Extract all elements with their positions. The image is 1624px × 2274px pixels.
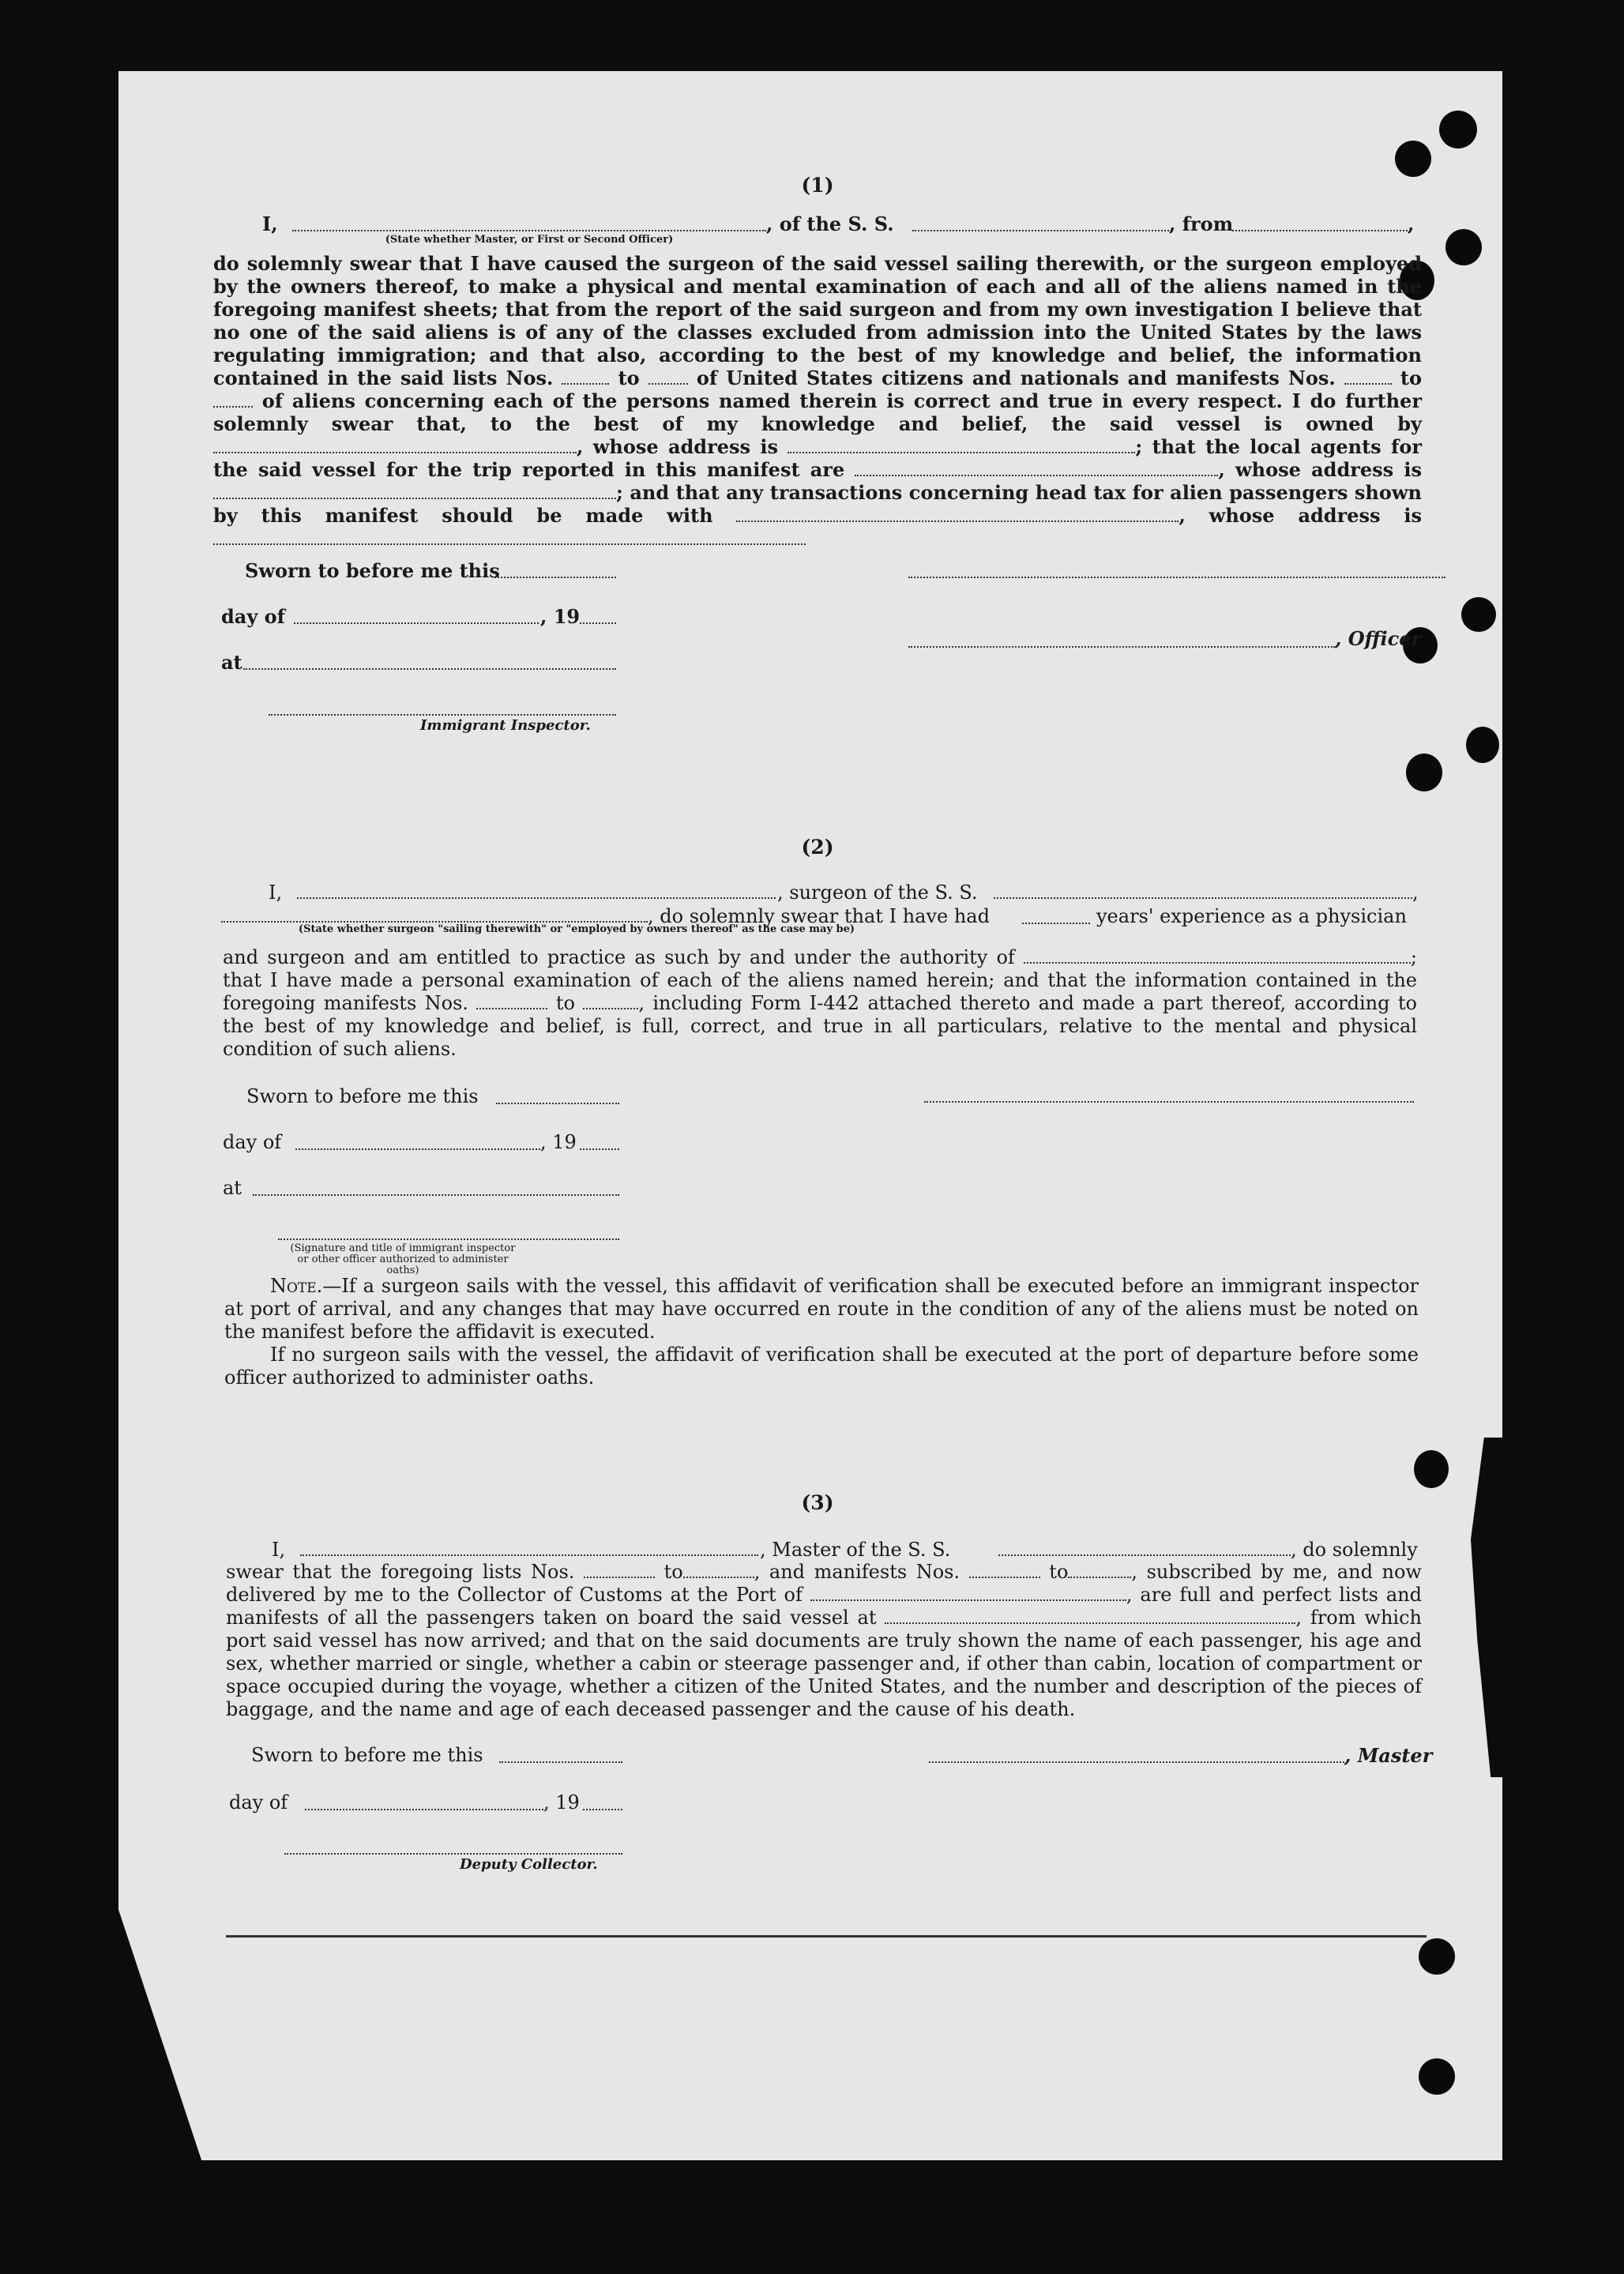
lists-to-field[interactable] [648, 369, 688, 385]
owner-field[interactable] [213, 438, 577, 453]
at-field-1[interactable] [243, 654, 616, 670]
surgeon-type-subcaption: (State whether surgeon "sailing therewith" or "employed by owners thereof" as the case may be) [298, 923, 855, 935]
master-ship-field[interactable] [998, 1540, 1291, 1556]
section-1-body: do solemnly swear that I have caused the surgeon of the said vessel sailing therewith, or the surgeon employed by the owners thereof, to make a physical and mental examination of each and all of the aliens named in the foregoing manifest sheets; that from the report of the said surgeon and from my own investigation I believe that no one of the said aliens is of any of the classes excluded from admission into the United States by the laws regulating immigration; and that also, according to the best of my knowledge and belief, the information contained in the said lists Nos. to of United States citizens and nationals and manifests Nos. to of aliens concerning each of the persons named therein is correct and true in every respect. I do further solemnly swear that, to the best of my knowledge and belief, the said vessel is owned by , whose address is ; that the local agents for the said vessel for the trip reported in this manifest are , whose address is ; and that any transactions concerning head tax for alien passengers shown by this manifest should be made with , whose address is [213, 252, 1422, 550]
punch-hole [1419, 1938, 1455, 1975]
surgeon-type-field[interactable] [221, 907, 648, 923]
head-tax-field[interactable] [736, 506, 1179, 522]
surgeon-manifests-from-field[interactable] [476, 994, 547, 1009]
sworn-label-3: Sworn to before me this [251, 1744, 483, 1766]
surgeon-name-field[interactable] [297, 883, 776, 899]
sworn-date-field-2[interactable] [496, 1088, 619, 1104]
at-label-1: at [221, 651, 242, 674]
surgeon-signature-field[interactable] [924, 1087, 1414, 1103]
sworn-label-1: Sworn to before me this [245, 559, 500, 582]
punch-hole [1419, 2058, 1455, 2095]
punch-hole [1439, 111, 1477, 148]
from-port-field[interactable] [1232, 216, 1408, 231]
pronoun-i: I, [269, 881, 283, 904]
master-manifests-from-field[interactable] [969, 1562, 1040, 1578]
of-ss-label: , of the S. S. [766, 212, 894, 235]
punch-hole [1406, 754, 1442, 791]
year-label-3: , 19 [543, 1791, 580, 1814]
manifests-from-field[interactable] [1344, 369, 1392, 385]
day-of-label-2: day of [223, 1131, 282, 1153]
master-signature-field[interactable] [929, 1747, 1344, 1763]
sig-subcaption: (Signature and title of immigrant inspector or other officer authorized to administer oaths) [290, 1242, 516, 1276]
day-of-label-1: day of [221, 605, 285, 628]
embark-port-field[interactable] [885, 1608, 1295, 1624]
officer-label: , Officer [1335, 627, 1422, 650]
year-field-2[interactable] [580, 1134, 619, 1150]
lists-from-field[interactable] [562, 369, 609, 385]
years-field[interactable] [1022, 908, 1090, 924]
master-manifests-to-field[interactable] [1068, 1562, 1131, 1578]
punch-hole [1461, 597, 1496, 632]
pronoun-i: I, [272, 1539, 286, 1561]
day-of-field-1[interactable] [294, 608, 539, 624]
agents-address-field[interactable] [213, 483, 616, 499]
officer-rank-field[interactable] [292, 216, 766, 231]
local-agents-field[interactable] [855, 460, 1218, 476]
punch-hole [1395, 141, 1431, 177]
section-3-body: swear that the foregoing lists Nos. to , and manifests Nos. to , subscribed by me, and now delivered by me to the Collector of Customs at the Port of , are full and perfect lists and manifests of all the passengers taken on board the said vessel at , from which port said vessel has now arrived; and that on the said documents are truly shown the name of each passenger, his age and sex, whether married or single, whether a cabin or steerage passenger and, if other than cabin, location of compartment or space occupied during the voyage, whether a citizen of the United States, and the number and description of the pieces of baggage, and the name and age of each deceased passenger and the cause of his death. [226, 1561, 1422, 1720]
owner-address-field[interactable] [788, 438, 1135, 453]
section-2-note: Note.—If a surgeon sails with the vessel, this affidavit of verification shall be executed before an immigrant inspector at port of arrival, and any changes that may have occurred en route in the condition of any of the aliens must be noted on the manifest before the affidavit is executed. If no surgeon sails with the vessel, the affidavit of verification shall be executed at the port of departure before some officer authorized to administer oaths. [224, 1275, 1419, 1389]
master-name-field[interactable] [300, 1540, 758, 1556]
officer-title-field[interactable] [908, 632, 1335, 648]
port-field[interactable] [810, 1585, 1126, 1601]
master-lists-from-field[interactable] [584, 1562, 655, 1578]
years-label: years' experience as a physician [1096, 905, 1407, 927]
head-tax-address-field[interactable] [213, 529, 806, 545]
day-of-field-2[interactable] [295, 1134, 540, 1150]
day-of-field-3[interactable] [305, 1795, 543, 1810]
collector-signature-field[interactable] [284, 1839, 622, 1855]
note-label: Note. [270, 1275, 323, 1297]
manifests-to-field[interactable] [213, 392, 253, 408]
at-label-2: at [223, 1177, 242, 1199]
inspector-caption: Immigrant Inspector. [420, 717, 591, 734]
punch-hole [1414, 1450, 1449, 1488]
ship-name-field[interactable] [912, 216, 1169, 231]
year-label-2: , 19 [540, 1131, 577, 1153]
pronoun-i: I, [262, 212, 278, 235]
sworn-label-2: Sworn to before me this [246, 1085, 479, 1107]
year-field-1[interactable] [580, 608, 616, 624]
punch-hole [1466, 727, 1499, 763]
section-number: (1) [801, 174, 834, 197]
officer-signature-field[interactable] [908, 562, 1445, 578]
swear-label: , do solemnly swear that I have had [648, 905, 990, 927]
collector-caption: Deputy Collector. [460, 1856, 598, 1873]
section-number: (2) [801, 836, 834, 859]
section-number: (3) [801, 1491, 834, 1514]
surgeon-manifests-to-field[interactable] [583, 994, 638, 1009]
surgeon-ship-field[interactable] [994, 883, 1412, 899]
at-field-2[interactable] [253, 1180, 619, 1196]
surgeon-ss-label: , surgeon of the S. S. [777, 881, 978, 904]
bottom-rule [226, 1935, 1427, 1938]
inspector-signature-field[interactable] [269, 700, 616, 716]
section-1-line1: I, , of the S. S. , from , (State whether Master, or First or Second Officer) [262, 212, 1415, 246]
inspector-signature-field-2[interactable] [278, 1224, 619, 1240]
punch-hole [1445, 229, 1482, 265]
sworn-date-field-1[interactable] [494, 562, 616, 578]
sworn-date-field-3[interactable] [499, 1747, 622, 1763]
solemnly-label: , do solemnly [1291, 1539, 1418, 1561]
authority-field[interactable] [1024, 948, 1411, 964]
officer-rank-subcaption: (State whether Master, or First or Second Officer) [385, 234, 674, 246]
day-of-label-3: day of [229, 1791, 288, 1814]
year-field-3[interactable] [583, 1795, 622, 1810]
master-lists-to-field[interactable] [683, 1562, 754, 1578]
from-label: , from [1169, 212, 1234, 235]
master-label: , Master [1344, 1744, 1433, 1767]
section-2-body: and surgeon and am entitled to practice as such by and under the authority of ; that I have made a personal examination of each of the aliens named herein; and that the information contained in the foregoing manifests Nos. to , including Form I-442 attached thereto and made a part thereof, according to the best of my knowledge and belief, is full, correct, and true in all particulars, relative to the mental and physical condition of such aliens. [223, 946, 1417, 1060]
year-label-1: , 19 [540, 605, 581, 628]
section-1 [213, 174, 1422, 550]
master-ss-label: , Master of the S. S. [760, 1539, 951, 1561]
